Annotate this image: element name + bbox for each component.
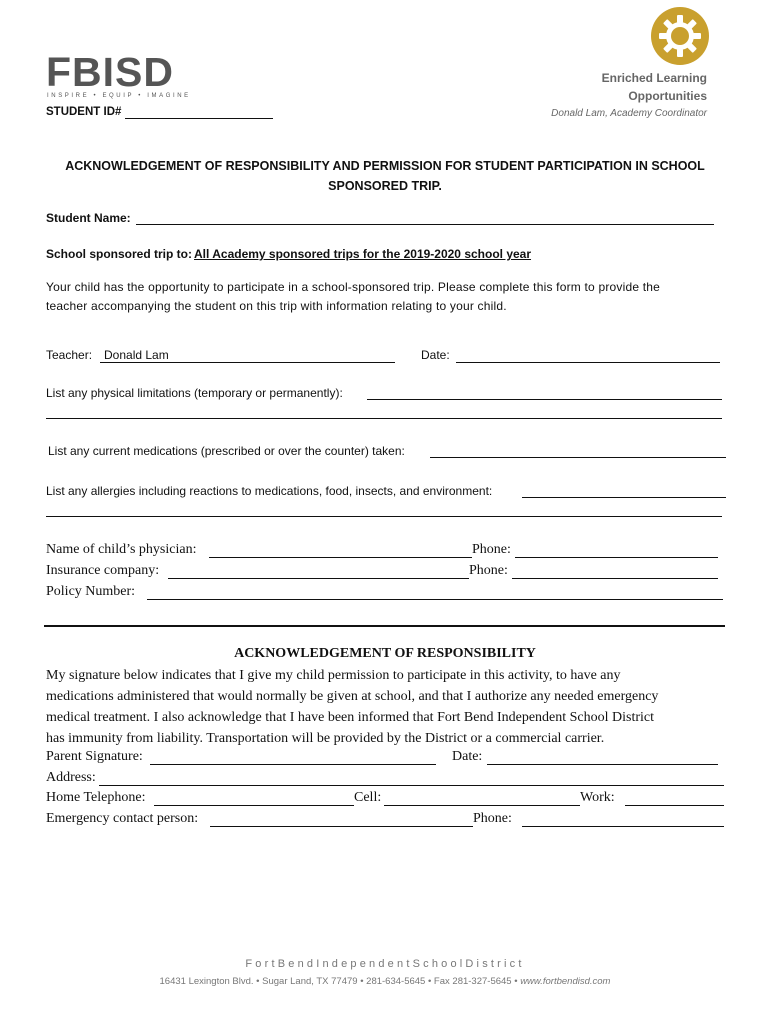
coordinator-name: Donald Lam, Academy Coordinator <box>551 108 707 119</box>
insurance-phone-label: Phone: <box>469 563 508 578</box>
emergency-phone-field[interactable] <box>522 826 724 827</box>
address-field[interactable] <box>99 785 724 786</box>
page-title-line1: ACKNOWLEDGEMENT OF RESPONSIBILITY AND PERMISSION FOR STUDENT PARTICIPATION IN SCHOOL <box>65 159 705 173</box>
ack-title: ACKNOWLEDGEMENT OF RESPONSIBILITY <box>234 646 536 661</box>
work-field[interactable] <box>625 805 724 806</box>
emergency-contact-label: Emergency contact person: <box>46 811 199 826</box>
allergies-label: List any allergies including reactions to medications, food, insects, and environment: <box>46 484 493 498</box>
program-name-line2: Opportunities <box>628 89 707 103</box>
footer-address <box>0 976 770 987</box>
physician-phone-field[interactable] <box>515 557 718 558</box>
home-telephone-label: Home Telephone: <box>46 790 146 805</box>
intro-paragraph <box>46 278 660 316</box>
footer-address-text: 16431 Lexington Blvd. • Sugar Land, TX 77479 • 281-634-5645 • Fax 281-327-5645 • <box>159 976 518 987</box>
page-title-line2: SPONSORED TRIP. <box>328 179 442 193</box>
ack-line3: medical treatment. I also acknowledge that I have been informed that Fort Bend Independent School District <box>46 710 655 725</box>
parent-signature-field[interactable] <box>150 764 436 765</box>
work-label: Work: <box>580 790 615 805</box>
date-field[interactable] <box>456 362 720 363</box>
allergies-field[interactable] <box>522 497 726 498</box>
physician-field[interactable] <box>209 557 472 558</box>
page-title <box>40 156 730 196</box>
physical-limitations-label: List any physical limitations (temporary or permanently): <box>46 386 343 400</box>
ack-line1: My signature below indicates that I give my child permission to participate in this activity, to have any <box>46 668 621 683</box>
physician-phone-label: Phone: <box>472 542 511 557</box>
insurance-field[interactable] <box>168 578 469 579</box>
intro-line1: Your child has the opportunity to participate in a school-sponsored trip. Please complete this form to provide the <box>46 280 661 294</box>
program-name <box>602 69 707 105</box>
home-telephone-field[interactable] <box>154 805 354 806</box>
insurance-phone-field[interactable] <box>512 578 718 579</box>
medications-label: List any current medications (prescribed or over the counter) taken: <box>48 444 405 458</box>
medications-field[interactable] <box>430 457 726 458</box>
signature-date-field[interactable] <box>487 764 718 765</box>
trip-value: All Academy sponsored trips for the 2019-2020 school year <box>194 247 532 261</box>
physical-limitations-field-line2[interactable] <box>46 418 722 419</box>
student-id-label: STUDENT ID# <box>46 106 122 118</box>
gear-icon <box>651 7 709 65</box>
policy-label: Policy Number: <box>46 584 136 599</box>
footer-district-name: FortBendIndependentSchoolDistrict <box>245 958 525 970</box>
address-label: Address: <box>46 770 96 785</box>
emergency-contact-field[interactable] <box>210 826 473 827</box>
emergency-phone-label: Phone: <box>473 811 512 826</box>
physical-limitations-field[interactable] <box>367 399 722 400</box>
intro-line2: teacher accompanying the student on this trip with information relating to your child. <box>46 299 507 313</box>
teacher-field[interactable] <box>100 362 395 363</box>
teacher-value: Donald Lam <box>104 348 169 362</box>
fbisd-logo: FBISD <box>46 49 174 95</box>
student-name-label: Student Name: <box>46 211 131 225</box>
ack-paragraph <box>46 665 736 749</box>
student-id-field[interactable] <box>125 118 273 119</box>
ack-line4: has immunity from liability. Transportation will be provided by the District or a commercial carrier. <box>46 731 605 746</box>
parent-signature-label: Parent Signature: <box>46 749 143 764</box>
program-name-line1: Enriched Learning <box>601 71 707 85</box>
footer-website-link[interactable]: www.fortbendisd.com <box>520 976 611 987</box>
allergies-field-line2[interactable] <box>46 516 722 517</box>
trip-label: School sponsored trip to: <box>46 247 192 261</box>
section-divider <box>44 625 725 627</box>
signature-date-label: Date: <box>452 749 483 764</box>
student-name-field[interactable] <box>136 224 714 225</box>
policy-field[interactable] <box>147 599 723 600</box>
ack-line2: medications administered that would normally be given at school, and that I authorize any needed emergency <box>46 689 659 704</box>
cell-label: Cell: <box>354 790 382 805</box>
logo-tagline: INSPIRE • EQUIP • IMAGINE <box>47 93 191 99</box>
teacher-label: Teacher: <box>46 348 93 362</box>
insurance-label: Insurance company: <box>46 563 160 578</box>
physician-label: Name of child’s physician: <box>46 542 197 557</box>
cell-field[interactable] <box>384 805 580 806</box>
date-label: Date: <box>421 348 450 362</box>
